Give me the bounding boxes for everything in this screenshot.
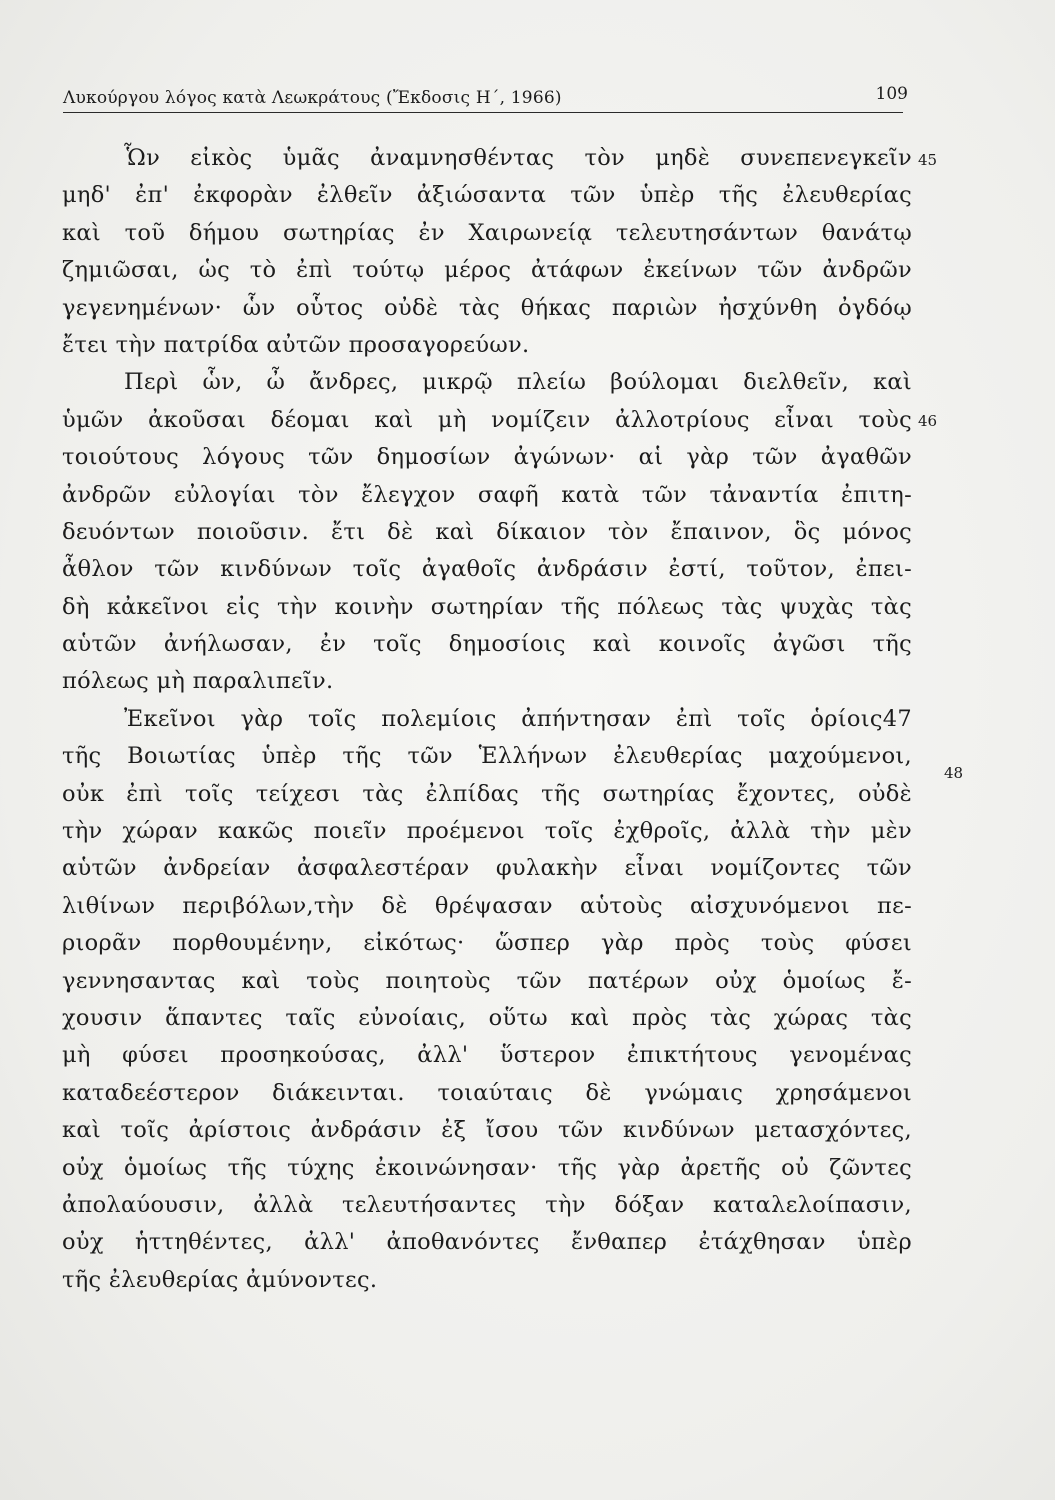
text-line: δευόντων ποιοῦσιν. ἔτι δὲ καὶ δίκαιον τὸν ἔπαινον, ὃς μόνος: [62, 518, 912, 545]
text-line: τῆς Βοιωτίας ὑπὲρ τῆς τῶν Ἑλλήνων ἐλευθερίας μαχούμενοι,: [62, 743, 912, 770]
text-line: ἀπολαύουσιν, ἀλλὰ τελευτήσαντες τὴν δόξαν καταλελοίπασιν,: [62, 1191, 912, 1218]
text-line: χουσιν ἅπαντες ταῖς εὐνοίαις, οὕτω καὶ πρὸς τὰς χώρας τὰς: [62, 1004, 912, 1031]
text-line: τῆς ἐλευθερίας ἀμύνοντες.: [62, 1266, 378, 1293]
header-title: Λυκούργου λόγος κατὰ Λεωκράτους (Ἔκδοσις Η΄, 1966): [63, 88, 562, 108]
text-line: ριορᾶν πορθουμένην, εἰκότως· ὥσπερ γὰρ πρὸς τοὺς φύσει: [62, 930, 912, 957]
text-line: μηδ' ἐπ' ἐκφορὰν ἐλθεῖν ἀξιώσαντα τῶν ὑπὲρ τῆς ἐλευθερίας: [62, 182, 912, 209]
text-line: καταδεέστερον διάκεινται. τοιαύταις δὲ γνώμαις χρησάμενοι: [62, 1079, 912, 1106]
text-line: ἆθλον τῶν κινδύνων τοῖς ἀγαθοῖς ἀνδράσιν ἐστί, τοῦτον, ἐπει-: [62, 556, 912, 583]
text-line: γεννησαντας καὶ τοὺς ποιητοὺς τῶν πατέρων οὐχ ὁμοίως ἔ-: [62, 967, 912, 994]
page-number: 109: [875, 84, 908, 104]
text-line: οὐχ ὁμοίως τῆς τύχης ἐκοινώνησαν· τῆς γὰρ ἀρετῆς οὐ ζῶντες: [62, 1154, 912, 1181]
text-line: ἔτει τὴν πατρίδα αὐτῶν προσαγορεύων.: [62, 331, 530, 358]
text-line: αὑτῶν ἀνδρείαν ἀσφαλεστέραν φυλακὴν εἶναι νομίζοντες τῶν: [62, 855, 912, 882]
text-line: Ἐκεῖνοι γὰρ τοῖς πολεμίοις ἀπήντησαν ἐπὶ τοῖς ὁρίοις47: [124, 705, 912, 732]
text-line: ζημιῶσαι, ὡς τὸ ἐπὶ τούτῳ μέρος ἀτάφων ἐκείνων τῶν ἀνδρῶν: [62, 257, 912, 284]
text-line: μὴ φύσει προσηκούσας, ἀλλ' ὕστερον ἐπικτήτους γενομένας: [62, 1042, 912, 1069]
text-line: Περὶ ὧν, ὦ ἄνδρες, μικρῷ πλείω βούλομαι διελθεῖν, καὶ: [124, 369, 912, 396]
text-line: γεγενημένων· ὧν οὗτος οὐδὲ τὰς θήκας παριὼν ἠσχύνθη ὀγδόῳ: [62, 294, 912, 321]
header-rule: [63, 112, 903, 113]
text-line: καὶ τοῦ δήμου σωτηρίας ἐν Χαιρωνείᾳ τελευτησάντων θανάτῳ: [62, 219, 912, 246]
main-text: [62, 140, 912, 1299]
margin-number-48: 48: [944, 764, 964, 782]
margin-number-46: 46: [918, 412, 938, 430]
text-line: ὑμῶν ἀκοῦσαι δέομαι καὶ μὴ νομίζειν ἀλλοτρίους εἶναι τοὺς: [62, 406, 912, 433]
text-line: τοιούτους λόγους τῶν δημοσίων ἀγώνων· αἱ γὰρ τῶν ἀγαθῶν: [62, 444, 912, 471]
text-line: οὐχ ἡττηθέντες, ἀλλ' ἀποθανόντες ἔνθαπερ ἐτάχθησαν ὑπὲρ: [62, 1229, 912, 1256]
margin-number-45: 45: [918, 151, 938, 169]
text-line: λιθίνων περιβόλων,τὴν δὲ θρέψασαν αὑτοὺς αἰσχυνόμενοι πε-: [62, 892, 912, 919]
text-line: τὴν χώραν κακῶς ποιεῖν προέμενοι τοῖς ἐχθροῖς, ἀλλὰ τὴν μὲν: [62, 818, 912, 845]
text-line: ἀνδρῶν εὐλογίαι τὸν ἔλεγχον σαφῆ κατὰ τῶν τἀναντία ἐπιτη-: [62, 481, 912, 508]
text-line: πόλεως μὴ παραλιπεῖν.: [62, 668, 334, 695]
text-line: δὴ κἀκεῖνοι εἰς τὴν κοινὴν σωτηρίαν τῆς πόλεως τὰς ψυχὰς τὰς: [62, 593, 912, 620]
text-line: καὶ τοῖς ἀρίστοις ἀνδράσιν ἐξ ἴσου τῶν κινδύνων μετασχόντες,: [62, 1117, 912, 1144]
text-line: αὑτῶν ἀνήλωσαν, ἐν τοῖς δημοσίοις καὶ κοινοῖς ἀγῶσι τῆς: [62, 631, 912, 658]
text-line: οὐκ ἐπὶ τοῖς τείχεσι τὰς ἐλπίδας τῆς σωτηρίας ἔχοντες, οὐδὲ: [62, 780, 912, 807]
text-line: Ὧν εἰκὸς ὑμᾶς ἀναμνησθέντας τὸν μηδὲ συνεπενεγκεῖν: [124, 145, 912, 171]
running-header: [63, 84, 908, 118]
